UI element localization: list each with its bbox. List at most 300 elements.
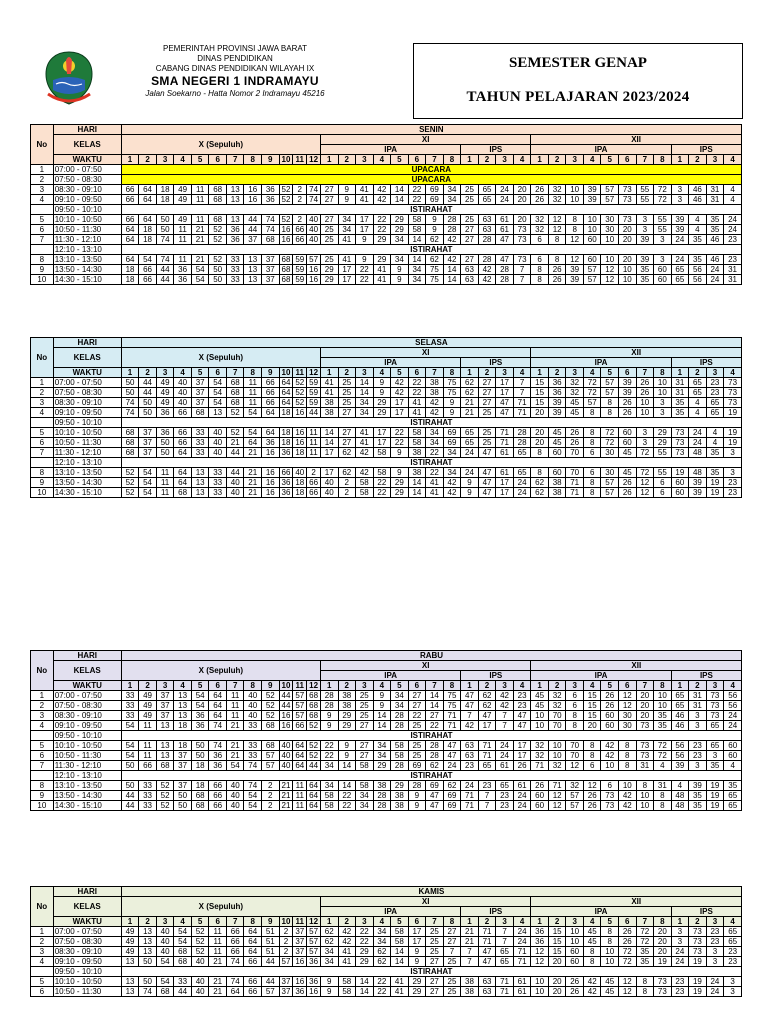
teacher-code: 49 bbox=[121, 927, 139, 937]
teacher-code: 49 bbox=[156, 378, 174, 388]
teacher-code: 27 bbox=[461, 255, 479, 265]
teacher-code: 3 bbox=[654, 408, 672, 418]
teacher-code: 62 bbox=[443, 781, 461, 791]
xi-ips: IPS bbox=[461, 358, 531, 368]
teacher-code: 21 bbox=[191, 255, 209, 265]
table-row bbox=[31, 701, 742, 711]
teacher-code: 60 bbox=[583, 255, 601, 265]
teacher-code: 24 bbox=[443, 761, 461, 771]
ceremony-row: UPACARA bbox=[121, 175, 741, 185]
teacher-code: 50 bbox=[191, 751, 209, 761]
teacher-code: 15 bbox=[531, 388, 549, 398]
row-number bbox=[31, 771, 54, 781]
teacher-code: 40 bbox=[174, 378, 192, 388]
teacher-code: 10 bbox=[654, 378, 672, 388]
teacher-code: 36 bbox=[174, 265, 192, 275]
teacher-code: 18 bbox=[139, 225, 157, 235]
class-number: 10 bbox=[279, 681, 293, 691]
teacher-code: 40 bbox=[279, 741, 293, 751]
teacher-code: 72 bbox=[601, 438, 619, 448]
teacher-code: 26 bbox=[619, 937, 637, 947]
teacher-code: 68 bbox=[191, 791, 209, 801]
teacher-code: 31 bbox=[636, 761, 654, 771]
teacher-code: 10 bbox=[619, 275, 637, 285]
teacher-code: 11 bbox=[174, 225, 192, 235]
time-slot: 10:50 - 11:30 bbox=[53, 225, 121, 235]
teacher-code: 29 bbox=[391, 225, 409, 235]
teacher-code: 16 bbox=[244, 185, 262, 195]
teacher-code: 42 bbox=[478, 275, 496, 285]
teacher-code: 29 bbox=[373, 398, 391, 408]
teacher-code: 24 bbox=[671, 255, 689, 265]
teacher-code: 28 bbox=[391, 761, 409, 771]
time-slot: 10:50 - 11:30 bbox=[53, 751, 121, 761]
class-number: 1 bbox=[531, 368, 549, 378]
class-number: 2 bbox=[689, 681, 707, 691]
teacher-code: 21 bbox=[244, 448, 262, 458]
teacher-code: 33 bbox=[139, 791, 157, 801]
teacher-code: 34 bbox=[443, 468, 461, 478]
time-slot: 10:50 - 11:30 bbox=[53, 438, 121, 448]
teacher-code: 54 bbox=[139, 468, 157, 478]
teacher-code: 14 bbox=[356, 977, 374, 987]
teacher-code: 29 bbox=[408, 987, 426, 997]
teacher-code: 57 bbox=[307, 937, 321, 947]
teacher-code: 29 bbox=[391, 781, 409, 791]
teacher-code: 26 bbox=[636, 388, 654, 398]
teacher-code: 32 bbox=[531, 225, 549, 235]
teacher-code: 34 bbox=[408, 265, 426, 275]
teacher-code: 66 bbox=[209, 801, 227, 811]
teacher-code: 42 bbox=[496, 701, 514, 711]
teacher-code: 65 bbox=[724, 927, 742, 937]
teacher-code: 69 bbox=[408, 761, 426, 771]
class-number: 2 bbox=[338, 681, 356, 691]
teacher-code: 41 bbox=[373, 265, 391, 275]
teacher-code: 14 bbox=[356, 378, 374, 388]
teacher-code: 74 bbox=[307, 185, 321, 195]
teacher-code: 17 bbox=[356, 225, 374, 235]
teacher-code: 75 bbox=[426, 275, 444, 285]
teacher-code: 17 bbox=[496, 388, 514, 398]
teacher-code: 39 bbox=[689, 781, 707, 791]
teacher-code: 54 bbox=[174, 927, 192, 937]
teacher-code: 14 bbox=[391, 947, 409, 957]
teacher-code: 22 bbox=[408, 388, 426, 398]
teacher-code: 38 bbox=[391, 791, 409, 801]
col-hari: HARI bbox=[53, 887, 121, 897]
teacher-code: 62 bbox=[373, 957, 391, 967]
teacher-code: 68 bbox=[307, 711, 321, 721]
xi-ipa: IPA bbox=[320, 358, 460, 368]
teacher-code: 57 bbox=[293, 701, 307, 711]
teacher-code: 39 bbox=[671, 225, 689, 235]
class-number: 5 bbox=[391, 368, 409, 378]
teacher-code: 33 bbox=[244, 741, 262, 751]
teacher-code: 16 bbox=[262, 448, 280, 458]
teacher-code: 40 bbox=[307, 215, 321, 225]
teacher-code: 36 bbox=[226, 235, 244, 245]
teacher-code: 71 bbox=[513, 398, 531, 408]
teacher-code: 45 bbox=[619, 448, 637, 458]
teacher-code: 37 bbox=[174, 781, 192, 791]
teacher-code: 12 bbox=[619, 987, 637, 997]
teacher-code: 68 bbox=[262, 235, 280, 245]
teacher-code: 34 bbox=[443, 195, 461, 205]
teacher-code: 10 bbox=[601, 235, 619, 245]
teacher-code: 4 bbox=[706, 438, 724, 448]
table-row bbox=[31, 255, 742, 265]
teacher-code: 29 bbox=[373, 255, 391, 265]
teacher-code: 34 bbox=[426, 428, 444, 438]
teacher-code: 42 bbox=[619, 801, 637, 811]
teacher-code: 3 bbox=[724, 468, 742, 478]
class-number: 1 bbox=[121, 681, 139, 691]
teacher-code: 25 bbox=[320, 235, 338, 245]
teacher-code: 4 bbox=[724, 195, 742, 205]
teacher-code: 14 bbox=[338, 781, 356, 791]
teacher-code: 20 bbox=[583, 721, 601, 731]
teacher-code: 36 bbox=[262, 438, 280, 448]
teacher-code: 19 bbox=[689, 987, 707, 997]
teacher-code: 39 bbox=[671, 761, 689, 771]
teacher-code: 21 bbox=[209, 977, 227, 987]
teacher-code: 9 bbox=[373, 701, 391, 711]
table-row bbox=[31, 165, 742, 175]
teacher-code: 60 bbox=[601, 711, 619, 721]
teacher-code: 10 bbox=[566, 937, 584, 947]
teacher-code: 28 bbox=[320, 691, 338, 701]
teacher-code: 40 bbox=[279, 761, 293, 771]
teacher-code: 40 bbox=[174, 398, 192, 408]
row-number bbox=[31, 731, 54, 741]
teacher-code: 64 bbox=[209, 701, 227, 711]
teacher-code: 13 bbox=[244, 265, 262, 275]
class-number: 11 bbox=[293, 155, 307, 165]
teacher-code: 26 bbox=[531, 781, 549, 791]
teacher-code: 3 bbox=[671, 937, 689, 947]
teacher-code: 40 bbox=[156, 937, 174, 947]
teacher-code: 42 bbox=[338, 927, 356, 937]
teacher-code: 13 bbox=[139, 927, 157, 937]
teacher-code: 66 bbox=[244, 987, 262, 997]
teacher-code: 13 bbox=[156, 741, 174, 751]
teacher-code: 33 bbox=[244, 721, 262, 731]
teacher-code: 63 bbox=[461, 275, 479, 285]
table-row bbox=[31, 977, 742, 987]
row-number: 8 bbox=[31, 781, 54, 791]
teacher-code: 10 bbox=[566, 195, 584, 205]
time-slot: 13:50 - 14:30 bbox=[53, 265, 121, 275]
teacher-code: 8 bbox=[583, 751, 601, 761]
teacher-code: 10 bbox=[636, 398, 654, 408]
class-number: 1 bbox=[671, 681, 689, 691]
teacher-code: 45 bbox=[583, 927, 601, 937]
teacher-code: 52 bbox=[226, 408, 244, 418]
teacher-code: 73 bbox=[619, 185, 637, 195]
teacher-code: 25 bbox=[478, 438, 496, 448]
teacher-code: 66 bbox=[209, 791, 227, 801]
teacher-code: 50 bbox=[121, 378, 139, 388]
class-number: 1 bbox=[121, 368, 139, 378]
teacher-code: 60 bbox=[531, 801, 549, 811]
table-row bbox=[31, 987, 742, 997]
class-number: 8 bbox=[443, 155, 461, 165]
class-number: 8 bbox=[654, 368, 672, 378]
class-number: 3 bbox=[156, 917, 174, 927]
class-number: 4 bbox=[174, 368, 192, 378]
teacher-code: 55 bbox=[654, 448, 672, 458]
teacher-code: 44 bbox=[156, 275, 174, 285]
teacher-code: 42 bbox=[426, 398, 444, 408]
teacher-code: 28 bbox=[391, 721, 409, 731]
teacher-code: 13 bbox=[139, 947, 157, 957]
teacher-code: 62 bbox=[426, 255, 444, 265]
teacher-code: 2 bbox=[338, 488, 356, 498]
teacher-code: 8 bbox=[636, 977, 654, 987]
teacher-code: 12 bbox=[619, 701, 637, 711]
teacher-code: 25 bbox=[426, 937, 444, 947]
teacher-code: 68 bbox=[174, 488, 192, 498]
teacher-code: 66 bbox=[121, 185, 139, 195]
teacher-code: 49 bbox=[139, 701, 157, 711]
teacher-code: 21 bbox=[461, 937, 479, 947]
teacher-code: 58 bbox=[320, 791, 338, 801]
teacher-code: 66 bbox=[174, 438, 192, 448]
teacher-code: 7 bbox=[478, 801, 496, 811]
teacher-code: 41 bbox=[356, 185, 374, 195]
teacher-code: 40 bbox=[320, 488, 338, 498]
time-slot: 09:10 - 09:50 bbox=[53, 408, 121, 418]
teacher-code: 50 bbox=[156, 225, 174, 235]
teacher-code: 51 bbox=[262, 937, 280, 947]
teacher-code: 14 bbox=[443, 275, 461, 285]
time-slot: 08:30 - 09:10 bbox=[53, 947, 121, 957]
row-number: 7 bbox=[31, 761, 54, 771]
header-row bbox=[31, 887, 742, 897]
teacher-code: 11 bbox=[293, 791, 307, 801]
teacher-code: 42 bbox=[338, 937, 356, 947]
teacher-code: 45 bbox=[531, 691, 549, 701]
teacher-code: 42 bbox=[601, 751, 619, 761]
teacher-code: 33 bbox=[209, 478, 227, 488]
teacher-code: 40 bbox=[191, 957, 209, 967]
teacher-code: 24 bbox=[689, 438, 707, 448]
teacher-code: 22 bbox=[373, 987, 391, 997]
teacher-code: 71 bbox=[513, 408, 531, 418]
teacher-code: 72 bbox=[601, 428, 619, 438]
teacher-code: 9 bbox=[391, 275, 409, 285]
teacher-code: 52 bbox=[262, 691, 280, 701]
teacher-code: 20 bbox=[548, 977, 566, 987]
teacher-code: 64 bbox=[262, 408, 280, 418]
semester-box bbox=[413, 43, 743, 119]
time-slot: 13:10 - 13:50 bbox=[53, 255, 121, 265]
table-row bbox=[31, 408, 742, 418]
row-number bbox=[31, 418, 54, 428]
teacher-code: 31 bbox=[724, 265, 742, 275]
teacher-code: 22 bbox=[356, 265, 374, 275]
teacher-code: 73 bbox=[654, 987, 672, 997]
teacher-code: 8 bbox=[654, 791, 672, 801]
time-slot: 07:50 - 08:30 bbox=[53, 388, 121, 398]
table-row bbox=[31, 448, 742, 458]
teacher-code: 23 bbox=[706, 937, 724, 947]
teacher-code: 8 bbox=[583, 408, 601, 418]
teacher-code: 52 bbox=[226, 428, 244, 438]
teacher-code: 40 bbox=[191, 977, 209, 987]
teacher-code: 56 bbox=[689, 275, 707, 285]
teacher-code: 34 bbox=[320, 781, 338, 791]
teacher-code: 6 bbox=[583, 761, 601, 771]
teacher-code: 18 bbox=[174, 721, 192, 731]
teacher-code: 66 bbox=[174, 408, 192, 418]
teacher-code: 57 bbox=[566, 791, 584, 801]
teacher-code: 64 bbox=[209, 711, 227, 721]
teacher-code: 65 bbox=[461, 428, 479, 438]
schedule-table-rabu bbox=[30, 650, 742, 811]
teacher-code: 63 bbox=[461, 265, 479, 275]
teacher-code: 57 bbox=[293, 691, 307, 701]
teacher-code: 62 bbox=[461, 388, 479, 398]
time-slot: 13:10 - 13:50 bbox=[53, 781, 121, 791]
teacher-code: 73 bbox=[671, 428, 689, 438]
teacher-code: 65 bbox=[689, 378, 707, 388]
row-number: 6 bbox=[31, 438, 54, 448]
teacher-code: 42 bbox=[391, 388, 409, 398]
teacher-code: 36 bbox=[226, 225, 244, 235]
class-number: 4 bbox=[174, 681, 192, 691]
teacher-code: 50 bbox=[139, 398, 157, 408]
teacher-code: 41 bbox=[408, 398, 426, 408]
teacher-code: 41 bbox=[356, 428, 374, 438]
day-name: SELASA bbox=[121, 338, 741, 348]
teacher-code: 52 bbox=[293, 388, 307, 398]
teacher-code: 52 bbox=[191, 927, 209, 937]
teacher-code: 17 bbox=[513, 751, 531, 761]
teacher-code: 2 bbox=[279, 937, 293, 947]
day-name: KAMIS bbox=[121, 887, 741, 897]
teacher-code: 57 bbox=[279, 957, 293, 967]
teacher-code: 74 bbox=[244, 781, 262, 791]
teacher-code: 10 bbox=[531, 987, 549, 997]
teacher-code: 46 bbox=[671, 721, 689, 731]
teacher-code: 24 bbox=[706, 977, 724, 987]
teacher-code: 14 bbox=[320, 428, 338, 438]
teacher-code: 22 bbox=[373, 977, 391, 987]
teacher-code: 24 bbox=[513, 927, 531, 937]
teacher-code: 9 bbox=[373, 388, 391, 398]
teacher-code: 16 bbox=[293, 438, 307, 448]
teacher-code: 27 bbox=[320, 185, 338, 195]
teacher-code: 58 bbox=[373, 448, 391, 458]
class-number: 1 bbox=[320, 681, 338, 691]
teacher-code: 33 bbox=[244, 751, 262, 761]
teacher-code: 38 bbox=[426, 388, 444, 398]
teacher-code: 25 bbox=[408, 751, 426, 761]
class-number: 7 bbox=[226, 155, 244, 165]
teacher-code: 24 bbox=[513, 478, 531, 488]
teacher-code: 54 bbox=[191, 701, 209, 711]
teacher-code: 25 bbox=[478, 408, 496, 418]
teacher-code: 75 bbox=[443, 378, 461, 388]
break-row: ISTIRAHAT bbox=[121, 731, 741, 741]
teacher-code: 66 bbox=[262, 388, 280, 398]
teacher-code: 26 bbox=[566, 977, 584, 987]
teacher-code: 65 bbox=[724, 791, 742, 801]
teacher-code: 36 bbox=[307, 957, 321, 967]
teacher-code: 9 bbox=[320, 711, 338, 721]
teacher-code: 46 bbox=[671, 711, 689, 721]
teacher-code: 29 bbox=[391, 215, 409, 225]
class-number: 10 bbox=[279, 368, 293, 378]
teacher-code: 4 bbox=[724, 761, 742, 771]
teacher-code: 22 bbox=[356, 937, 374, 947]
teacher-code: 16 bbox=[262, 468, 280, 478]
time-slot: 09:50 - 10:10 bbox=[53, 731, 121, 741]
teacher-code: 26 bbox=[583, 801, 601, 811]
row-number: 3 bbox=[31, 398, 54, 408]
teacher-code: 54 bbox=[174, 937, 192, 947]
teacher-code: 30 bbox=[601, 215, 619, 225]
teacher-code: 18 bbox=[156, 195, 174, 205]
class-number: 12 bbox=[307, 155, 321, 165]
teacher-code: 41 bbox=[338, 235, 356, 245]
teacher-code: 40 bbox=[226, 801, 244, 811]
time-slot: 08:30 - 09:10 bbox=[53, 185, 121, 195]
teacher-code: 19 bbox=[671, 468, 689, 478]
teacher-code: 3 bbox=[671, 195, 689, 205]
teacher-code: 47 bbox=[496, 398, 514, 408]
teacher-code: 65 bbox=[724, 801, 742, 811]
class-number: 8 bbox=[654, 681, 672, 691]
teacher-code: 23 bbox=[706, 388, 724, 398]
teacher-code: 66 bbox=[293, 235, 307, 245]
col-no: No bbox=[31, 651, 54, 691]
teacher-code: 34 bbox=[443, 448, 461, 458]
table-row bbox=[31, 791, 742, 801]
teacher-code: 12 bbox=[636, 478, 654, 488]
teacher-code: 20 bbox=[636, 701, 654, 711]
teacher-code: 52 bbox=[209, 225, 227, 235]
teacher-code: 44 bbox=[244, 215, 262, 225]
teacher-code: 71 bbox=[496, 987, 514, 997]
teacher-code: 28 bbox=[391, 711, 409, 721]
teacher-code: 24 bbox=[706, 987, 724, 997]
time-slot: 09:10 - 09:50 bbox=[53, 195, 121, 205]
teacher-code: 9 bbox=[320, 987, 338, 997]
teacher-code: 47 bbox=[513, 721, 531, 731]
teacher-code: 17 bbox=[478, 721, 496, 731]
teacher-code: 65 bbox=[671, 701, 689, 711]
class-number: 8 bbox=[244, 917, 262, 927]
teacher-code: 29 bbox=[338, 721, 356, 731]
table-row bbox=[31, 741, 742, 751]
teacher-code: 65 bbox=[461, 438, 479, 448]
teacher-code: 20 bbox=[636, 711, 654, 721]
teacher-code: 57 bbox=[583, 398, 601, 408]
time-slot: 08:30 - 09:10 bbox=[53, 711, 121, 721]
teacher-code: 11 bbox=[226, 711, 244, 721]
teacher-code: 14 bbox=[391, 195, 409, 205]
time-slot: 12:10 - 13:10 bbox=[53, 458, 121, 468]
teacher-code: 73 bbox=[689, 947, 707, 957]
teacher-code: 31 bbox=[724, 275, 742, 285]
teacher-code: 64 bbox=[121, 225, 139, 235]
teacher-code: 49 bbox=[174, 185, 192, 195]
teacher-code: 16 bbox=[307, 265, 321, 275]
break-row: ISTIRAHAT bbox=[121, 771, 741, 781]
